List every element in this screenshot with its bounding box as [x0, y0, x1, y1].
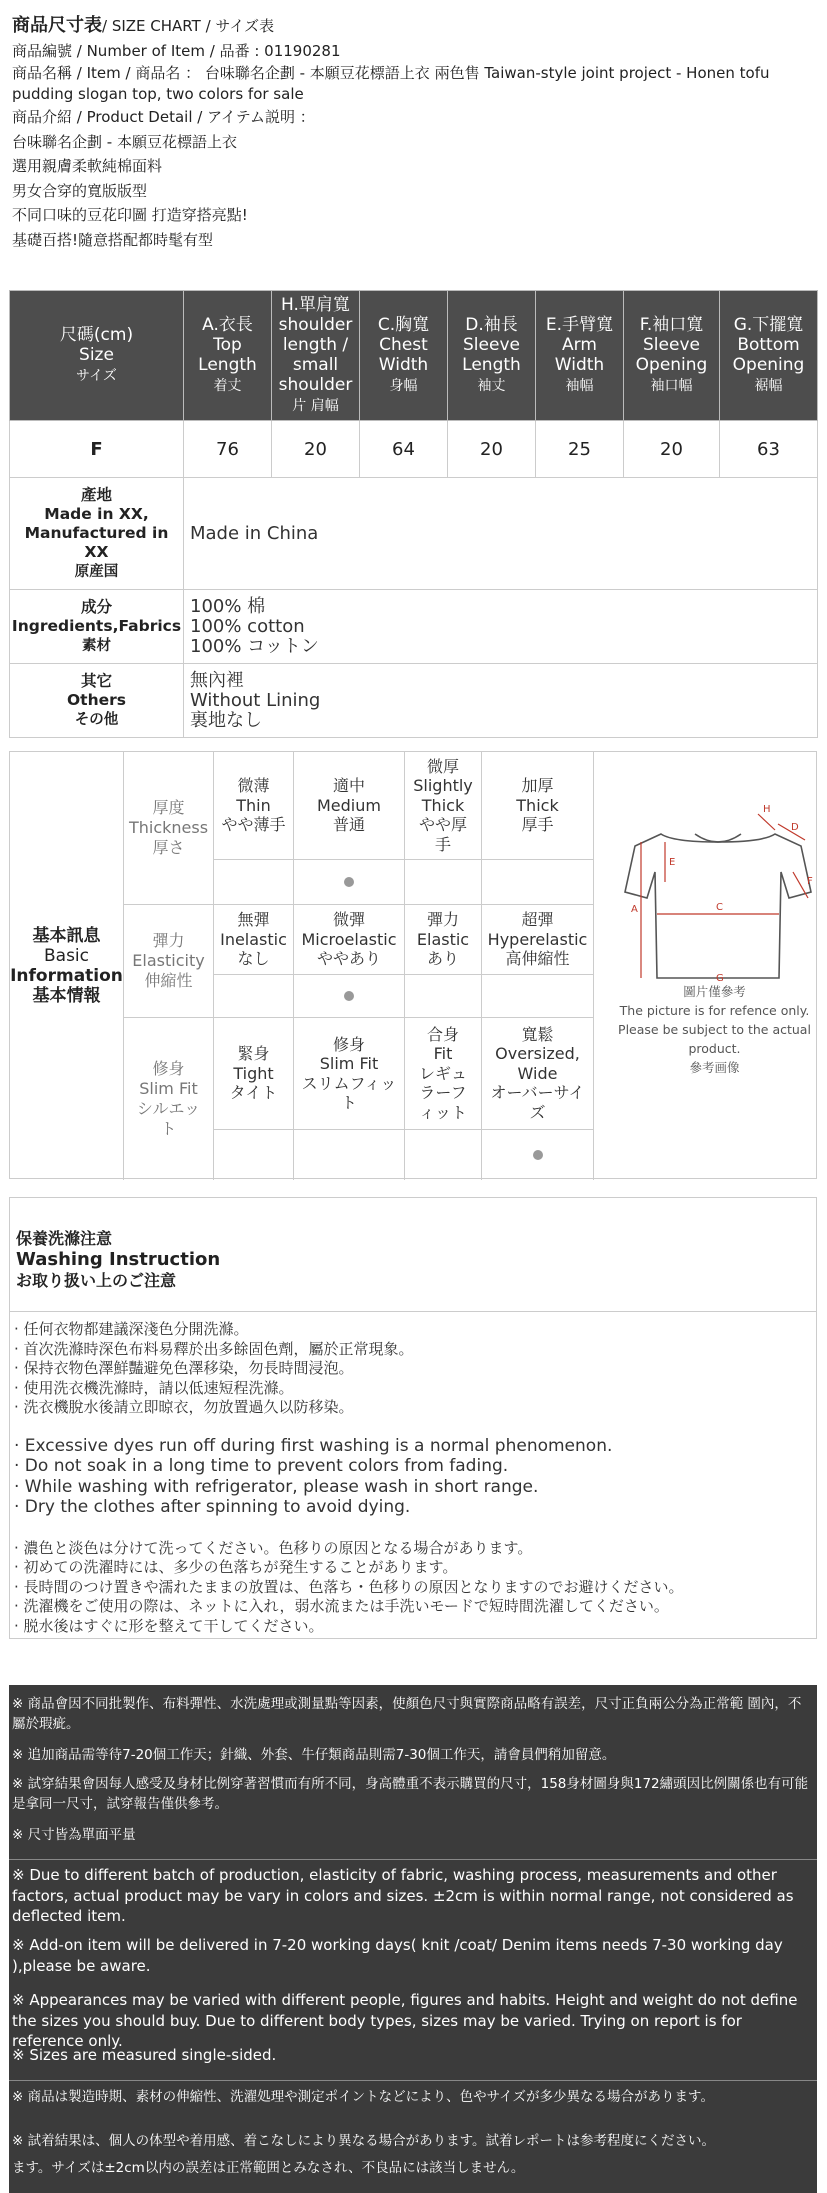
- selected-dot-icon: [344, 877, 354, 887]
- washing-line: · 洗衣機脫水後請立即晾衣，勿放置過久以防移染。: [14, 1398, 354, 1416]
- thickness-dot-cell: [214, 860, 294, 905]
- selected-dot-icon: [533, 1150, 543, 1160]
- others-row: [10, 664, 818, 738]
- fit-dot-cell: [294, 1130, 405, 1180]
- thickness-dot-cell: [405, 860, 482, 905]
- col-chest: C.胸寬 Chest Width 身幅: [360, 291, 448, 421]
- note-zh: ※ 試穿結果會因每人感受及身材比例穿著習慣而有所不同，身高體重不表示購買的尺寸，158身材圖身與172繡頭因比例關係也有可能是拿同一尺寸，試穿報告僅供參考。: [12, 1776, 809, 1812]
- attribute-grid: [124, 752, 613, 1180]
- fabric-label: 成分 Ingredients,Fabrics 素材: [10, 590, 184, 664]
- washing-line: · While washing with refrigerator, please wash in short range.: [14, 1476, 539, 1497]
- note-zh: ※ 追加商品需等待7-20個工作天；針織、外套、牛仔類商品則需7-30個工作天，請會員們稍加留意。: [12, 1747, 616, 1763]
- washing-line: · 任何衣物都建議深淺色分開洗滌。: [14, 1320, 249, 1338]
- washing-body: [14, 1320, 814, 1636]
- basic-info: [9, 751, 817, 1179]
- item-name: 商品名稱 / Item / 商品名 ： 台味聯名企劃 - 本願豆花標語上衣 兩色售 Taiwan-style joint project - Honen tofu pudding slogan top, two colors for sale: [12, 64, 770, 103]
- detail-line: 不同口味的豆花印圖 打造穿搭亮點!: [12, 206, 248, 224]
- note-zh: ※ 商品會因不同批製作、布料彈性、水洗處理或測量點等因素，使顏色尺寸與實際商品略有誤差，尺寸正負兩公分為正常範 圍內，不屬於瑕疵。: [12, 1696, 802, 1732]
- washing-line: · Do not soak in a long time to prevent colors from fading.: [14, 1456, 509, 1476]
- washing-line: · Dry the clothes after spinning to avoid dying.: [14, 1497, 411, 1517]
- elasticity-dot-cell: [405, 975, 482, 1018]
- washing-line: · 洗濯機をご使用の際は、ネットに入れ，弱水流または手洗いモードで短時間洗濯してください。: [14, 1597, 669, 1615]
- divider: [9, 2080, 817, 2081]
- washing-line: · Excessive dyes run off during first washing is a normal phenomenon.: [14, 1435, 613, 1456]
- elasticity-label: 彈力 Elasticity 伸縮性: [124, 905, 214, 1018]
- label-h: H: [763, 804, 771, 815]
- size-cell: 20: [624, 421, 720, 478]
- fit-dot-cell: [482, 1130, 594, 1180]
- col-arm-width: E.手臂寬 Arm Width 袖幅: [536, 291, 624, 421]
- elasticity-dot-cell: [294, 975, 405, 1018]
- selected-dot-icon: [344, 991, 354, 1001]
- fit-dot-cell: [214, 1130, 294, 1180]
- thickness-option: 適中 Medium 普通: [294, 752, 405, 860]
- note-en: ※ Add-on item will be delivered in 7-20 working days( knit /coat/ Denim items needs 7-30 working day ),please be aware.: [12, 1936, 783, 1975]
- washing-line: · 脱水後はすぐに形を整えて干してください。: [14, 1616, 324, 1635]
- note-zh: ※ 尺寸皆為單面平量: [12, 1827, 136, 1843]
- washing-line: · 濃色と淡色は分けて洗ってください。色移りの原因となる場合があります。: [14, 1538, 533, 1557]
- size-cell: F: [10, 421, 184, 478]
- washing-heading: 保養洗滌注意 Washing Instruction お取り扱い上のご注意: [10, 1198, 816, 1312]
- others-value: 無內裡 Without Lining 裏地なし: [184, 664, 818, 738]
- heading-title: 商品尺寸表: [12, 15, 102, 36]
- col-sleeve-length: D.袖長 Sleeve Length 袖丈: [448, 291, 536, 421]
- col-bottom-opening: G.下擺寬 Bottom Opening 裾幅: [720, 291, 818, 421]
- fabric-value: 100% 棉 100% cotton 100% コットン: [184, 590, 818, 664]
- basic-info-title: 基本訊息 Basic Information 基本情報: [10, 752, 124, 1180]
- product-info: [12, 14, 817, 252]
- washing-line: · 首次洗滌時深色布料易釋於出多餘固色劑，屬於正常現象。: [14, 1339, 414, 1358]
- thickness-option: 微厚 Slightly Thick やや厚 手: [405, 752, 482, 860]
- fit-label: 修身 Slim Fit シルエッ ト: [124, 1018, 214, 1180]
- size-cell: 76: [184, 421, 272, 478]
- notes-panel: [9, 1685, 817, 2193]
- thickness-option: 加厚 Thick 厚手: [482, 752, 594, 860]
- figure-caption: 圖片僅參考 The picture is for refence only. Please be subject to the actual product. 參考画像: [618, 984, 811, 1075]
- washing-line: · 長時間のつけ置きや濡れたままの放置は、色落ち・色移りの原因となりますのでお避けください。: [14, 1577, 684, 1596]
- elasticity-dot-cell: [214, 975, 294, 1018]
- col-size: 尺碼(cm) Size サイズ: [10, 291, 184, 421]
- washing-instructions: [9, 1197, 817, 1639]
- thickness-label: 厚度 Thickness 厚さ: [124, 752, 214, 905]
- size-table-header: [10, 291, 818, 421]
- thickness-dot-cell: [482, 860, 594, 905]
- note-jp: ※ 試着結果は、個人の体型や着用感、着こなしにより異なる場合があります。試着レポートは参考程度にください。: [12, 2133, 716, 2149]
- heading-suffix: / SIZE CHART / サイズ表: [102, 17, 275, 35]
- meta-table: [9, 477, 818, 738]
- elasticity-option: 彈力 Elastic あり: [405, 905, 482, 975]
- detail-line: 台味聯名企劃 - 本願豆花標語上衣: [12, 132, 237, 151]
- note-en: ※ Appearances may be varied with different people, figures and habits. Height and weight do not define the sizes you should buy. Due to different body types, sizes may be varied. Trying on report is for reference only.: [12, 1991, 798, 2050]
- size-chart-heading: [12, 14, 817, 39]
- size-table: [9, 290, 818, 478]
- col-top-length: A.衣長 Top Length 着丈: [184, 291, 272, 421]
- note-en: ※ Due to different batch of production, elasticity of fabric, washing process, measurements and other factors, actual product may be vary in colors and sizes. ±2cm is within normal range, not considered as deflected item.: [12, 1866, 794, 1925]
- garment-diagram: [613, 752, 816, 1180]
- note-jp: ます。サイズは±2cm以内の誤差は正常範囲とみなされ、不良品には該当しません。: [12, 2160, 525, 2176]
- tshirt-measurement-icon: [613, 752, 816, 982]
- elasticity-option: 微彈 Microelastic ややあり: [294, 905, 405, 975]
- size-cell: 20: [272, 421, 360, 478]
- label-g: G: [716, 973, 724, 982]
- size-cell: 64: [360, 421, 448, 478]
- fit-option: 寬鬆 Oversized, Wide オーバーサイ ズ: [482, 1018, 594, 1130]
- col-sleeve-opening: F.袖口寬 Sleeve Opening 袖口幅: [624, 291, 720, 421]
- note-jp: ※ 商品は製造時期、素材の伸縮性、洗濯処理や測定ポイントなどにより、色やサイズが多少異なる場合があります。: [12, 2089, 714, 2105]
- label-c: C: [716, 902, 723, 913]
- size-cell: 20: [448, 421, 536, 478]
- divider: [9, 1859, 817, 1860]
- label-d: D: [791, 822, 799, 833]
- label-a: A: [631, 904, 638, 915]
- fabric-row: [10, 590, 818, 664]
- origin-row: [10, 478, 818, 590]
- note-en: ※ Sizes are measured single-sided.: [12, 2046, 277, 2064]
- washing-line: · 使用洗衣機洗滌時，請以低速短程洗滌。: [14, 1378, 294, 1397]
- item-number: 商品編號 / Number of Item / 品番 : 01190281: [12, 41, 341, 60]
- elasticity-option: 超彈 Hyperelastic 高伸縮性: [482, 905, 594, 975]
- thickness-option: 微薄 Thin やや薄手: [214, 752, 294, 860]
- detail-label: 商品介紹 / Product Detail / アイテム説明 ：: [12, 108, 315, 126]
- size-cell: 25: [536, 421, 624, 478]
- elasticity-option: 無彈 Inelastic なし: [214, 905, 294, 975]
- origin-value: Made in China: [184, 478, 818, 590]
- washing-line: · 初めての洗濯時には、多少の色落ちが発生することがあります。: [14, 1558, 458, 1576]
- detail-line: 選用親膚柔軟純棉面料: [12, 157, 163, 175]
- fit-dot-cell: [405, 1130, 482, 1180]
- detail-line: 男女合穿的寬版版型: [12, 181, 148, 200]
- col-shoulder: H.單肩寬 shoulder length / small shoulder 片 肩幅: [272, 291, 360, 421]
- fit-option: 緊身 Tight タイト: [214, 1018, 294, 1130]
- size-cell: 63: [720, 421, 818, 478]
- fit-option: 合身 Fit レギュ ラーフ ィット: [405, 1018, 482, 1130]
- elasticity-dot-cell: [482, 975, 594, 1018]
- label-e: E: [669, 857, 676, 868]
- washing-line: · 保持衣物色澤鮮豔避免色澤移染，勿長時間浸泡。: [14, 1359, 354, 1377]
- others-label: 其它 Others その他: [10, 664, 184, 738]
- thickness-dot-cell: [294, 860, 405, 905]
- size-row: [10, 421, 818, 478]
- fit-option: 修身 Slim Fit スリムフィッ ト: [294, 1018, 405, 1130]
- origin-label: 產地 Made in XX, Manufactured in XX 原産国: [10, 478, 184, 590]
- detail-line: 基礎百搭!隨意搭配都時髦有型: [12, 230, 214, 249]
- label-f: F: [807, 876, 813, 887]
